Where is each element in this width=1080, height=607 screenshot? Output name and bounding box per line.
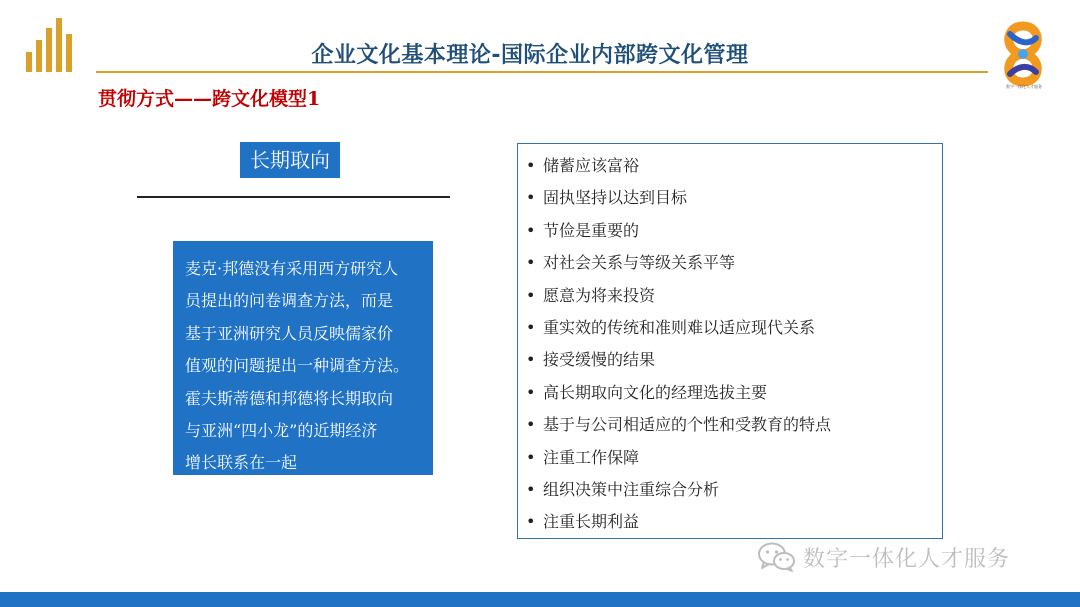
wechat-icon — [757, 541, 797, 573]
description-line: 麦克·邦德没有采用西方研究人 — [185, 259, 399, 278]
bullet-icon: • — [526, 350, 536, 370]
list-item-text: 固执坚持以达到目标 — [543, 188, 688, 208]
description-line: 增长联系在一起 — [185, 453, 298, 473]
brand-logo-icon — [992, 20, 1054, 90]
bullet-icon: • — [526, 220, 536, 240]
list-item-text: 高长期取向文化的经理选拔主要 — [543, 382, 768, 402]
bar-chart-logo-icon — [24, 16, 78, 74]
list-item — [518, 506, 942, 538]
description-box — [173, 241, 433, 475]
list-item — [518, 215, 942, 247]
list-item-text: 储蓄应该富裕 — [543, 156, 640, 175]
bullet-icon: • — [526, 156, 536, 175]
footer-bar — [0, 592, 1080, 607]
list-item — [518, 377, 942, 409]
list-item-text: 节俭是重要的 — [543, 220, 640, 240]
list-item — [518, 344, 942, 376]
bullet-icon: • — [526, 415, 536, 435]
watermark — [757, 541, 1010, 573]
bullet-icon: • — [526, 447, 536, 467]
dimension-underline — [137, 196, 450, 198]
list-item — [518, 247, 942, 279]
bullet-icon: • — [526, 253, 536, 273]
bullet-icon: • — [526, 317, 536, 337]
list-item-text: 基于与公司相适应的个性和受教育的特点 — [543, 415, 832, 435]
header-divider — [96, 71, 988, 73]
description-line: 值观的问题提出一种调查方法。 — [185, 356, 410, 376]
dimension-label: 长期取向 — [240, 142, 340, 178]
list-item — [518, 442, 942, 474]
description-line: 员提出的问卷调查方法，而是 — [185, 291, 394, 311]
watermark-text: 数字一体化人才服务 — [803, 546, 1011, 572]
bullet-icon: • — [526, 382, 536, 402]
bullet-icon: • — [526, 512, 536, 532]
description-line: 霍夫斯蒂德和邦德将长期取向 — [185, 388, 394, 408]
bullet-icon: • — [526, 188, 536, 208]
list-item-text: 接受缓慢的结果 — [543, 350, 656, 370]
section-title: 贯彻方式——跨文化模型1 — [98, 88, 321, 110]
list-item — [518, 474, 942, 506]
list-item-text: 注重长期利益 — [543, 512, 640, 532]
list-item — [518, 150, 942, 182]
bullet-icon: • — [526, 285, 536, 305]
list-item-text: 重实效的传统和准则难以适应现代关系 — [543, 317, 816, 337]
list-item — [518, 312, 942, 344]
list-item — [518, 409, 942, 441]
traits-list — [517, 143, 943, 539]
list-item-text: 组织决策中注重综合分析 — [543, 479, 720, 499]
brand-caption: 数字一体化人才服务 — [1006, 84, 1042, 89]
description-line: 与亚洲“四小龙”的近期经济 — [185, 421, 378, 441]
list-item-text: 愿意为将来投资 — [543, 285, 656, 305]
list-item — [518, 182, 942, 214]
list-item-text: 注重工作保障 — [543, 447, 640, 467]
description-line: 基于亚洲研究人员反映儒家价 — [185, 323, 394, 343]
list-item-text: 对社会关系与等级关系平等 — [543, 253, 736, 273]
list-item — [518, 280, 942, 312]
bullet-icon: • — [526, 479, 536, 499]
slide-header-title: 企业文化基本理论-国际企业内部跨文化管理 — [311, 43, 749, 68]
